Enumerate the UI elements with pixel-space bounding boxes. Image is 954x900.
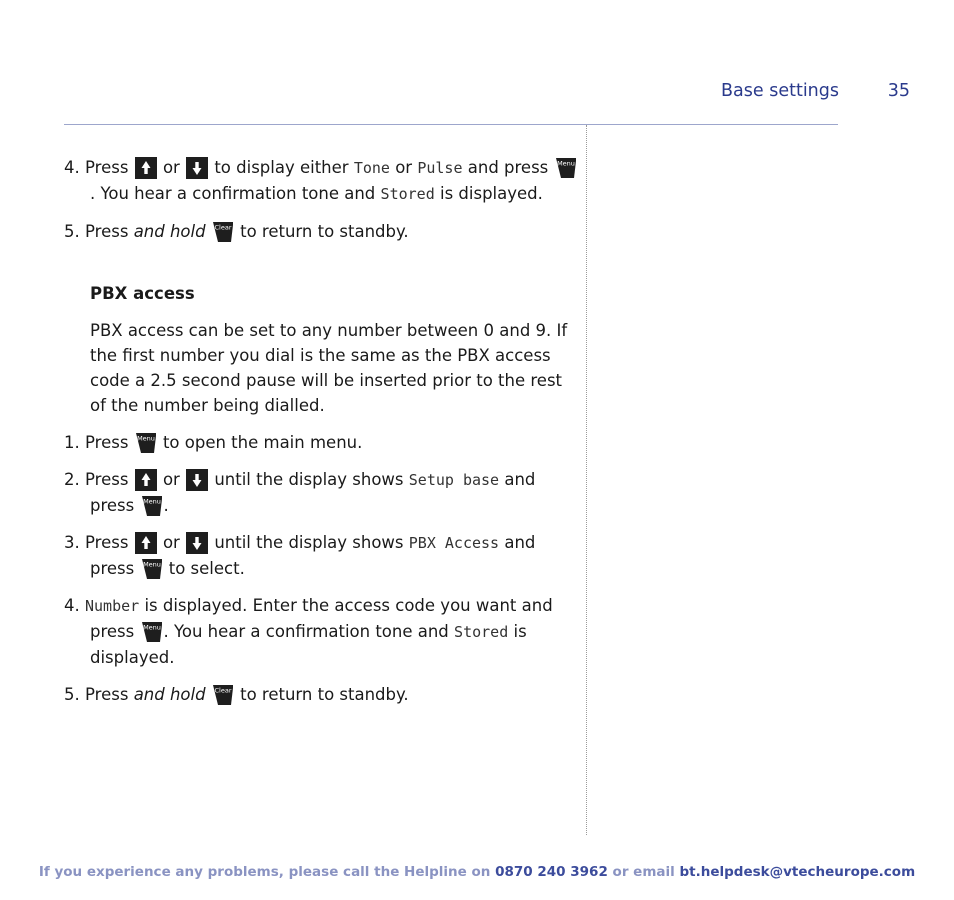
dial-mode-step-5: 5. Press and hold Clear to return to standby. <box>64 222 409 241</box>
lcd-text-stored: Stored <box>380 185 435 203</box>
pbx-step-2: 2. Press or until the display shows Setup base and press Menu . <box>64 470 536 515</box>
up-arrow-key-icon <box>135 532 157 552</box>
clear-key-icon <box>212 221 234 241</box>
pbx-step-3: 3. Press or until the display shows PBX Access and press Menu to select. <box>64 533 536 578</box>
menu-key-icon <box>135 432 157 452</box>
svg-text:Clear: Clear <box>214 223 232 232</box>
section-title: Base settings <box>721 81 839 101</box>
lcd-text-number: Number <box>85 597 140 615</box>
svg-text:Menu: Menu <box>556 159 575 168</box>
helpline-footer: If you experience any problems, please call the Helpline on 0870 240 3962 or email bt.helpdesk@vtecheurope.com <box>38 864 916 880</box>
column-divider <box>586 125 587 835</box>
clear-key-icon <box>212 684 234 704</box>
pbx-step-1: 1. Press Menu to open the main menu. <box>64 433 363 452</box>
svg-text:Menu: Menu <box>142 623 161 632</box>
svg-text:Menu: Menu <box>136 434 155 443</box>
menu-key-icon <box>141 495 163 515</box>
down-arrow-key-icon <box>186 157 208 177</box>
lcd-text-stored: Stored <box>454 623 509 641</box>
menu-key-icon <box>555 157 577 177</box>
lcd-text-pulse: Pulse <box>417 159 463 177</box>
dial-mode-step-4: 4. Press or to display either Tone or Pulse and press Menu . You hear a confirmation tone and Stored is displayed. <box>64 155 579 207</box>
lcd-text-setup-base: Setup base <box>408 471 500 489</box>
helpdesk-email: bt.helpdesk@vtecheurope.com <box>679 864 916 880</box>
lcd-text-tone: Tone <box>353 159 390 177</box>
svg-text:Clear: Clear <box>214 686 232 695</box>
pbx-access-intro: PBX access can be set to any number between 0 and 9. If the first number you dial is the same as the PBX access code a 2.5 second pause will be inserted prior to the rest of the number being dialled. <box>90 321 568 415</box>
header-rule <box>64 124 838 125</box>
lcd-text-pbx-access: PBX Access <box>408 534 500 552</box>
helpline-phone: 0870 240 3962 <box>495 864 608 880</box>
up-arrow-key-icon <box>135 157 157 177</box>
up-arrow-key-icon <box>135 469 157 489</box>
pbx-step-4: 4. Number is displayed. Enter the access code you want and press Menu . You hear a confirmation tone and Stored is displayed. <box>64 596 553 667</box>
down-arrow-key-icon <box>186 469 208 489</box>
pbx-access-heading: PBX access <box>90 284 195 303</box>
menu-key-icon <box>141 558 163 578</box>
page-number: 35 <box>887 81 910 101</box>
down-arrow-key-icon <box>186 532 208 552</box>
menu-key-icon <box>141 621 163 641</box>
main-content <box>64 155 579 719</box>
svg-text:Menu: Menu <box>142 497 161 506</box>
svg-text:Menu: Menu <box>142 560 161 569</box>
pbx-step-5: 5. Press and hold Clear to return to standby. <box>64 685 409 704</box>
